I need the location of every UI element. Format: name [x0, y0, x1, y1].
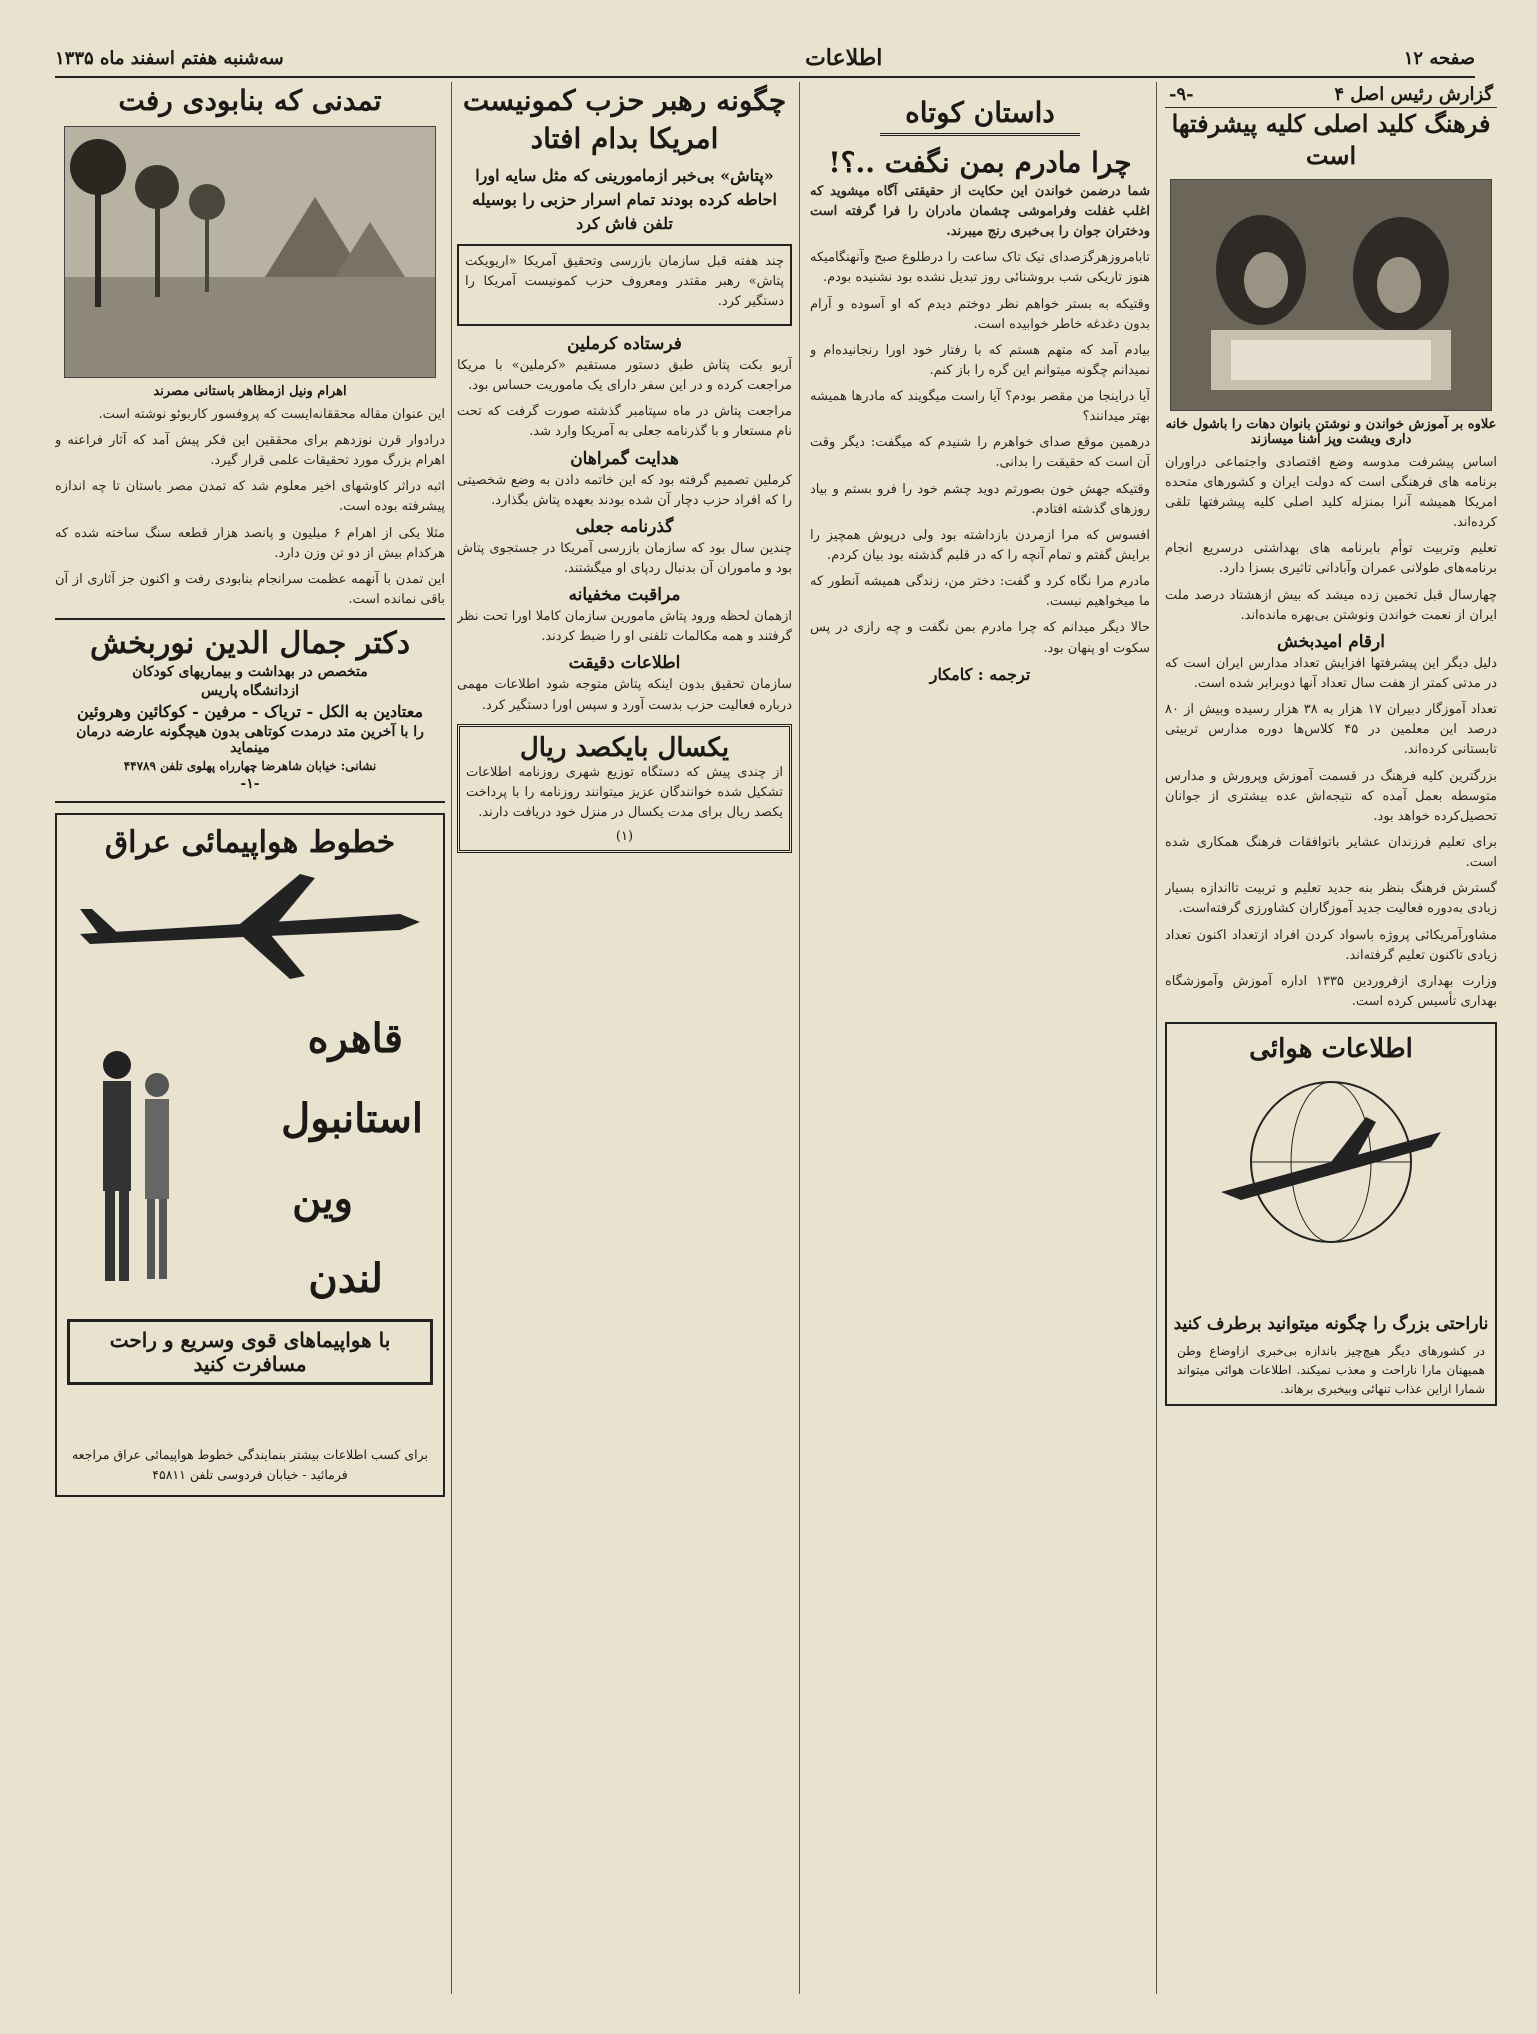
paragraph: دلیل دیگر این پیشرفتها افزایش تعداد مدارس ایران است که در مدتی کمتر از هفت سال تعداد آنها دوبرابر شده است.	[1165, 655, 1497, 692]
column-short-story	[810, 82, 1150, 1994]
headline: چرا مادرم بمن نگفت ..؟!	[828, 146, 1132, 179]
paragraph: حالا دیگر میدانم که چرا مادرم بمن نگفت و چه رازی در پس سکوت او پنهان بود.	[810, 620, 1150, 656]
paragraph: مثلا یکی از اهرام ۶ میلیون و پانصد هزار قطعه سنگ ساخته شده که هرکدام بیش از دو تن وزن دارد.	[55, 525, 445, 561]
lead-box	[457, 244, 792, 326]
paragraph: وزارت بهداری ازفروردین ۱۳۳۵ اداره آموزش وآموزشگاه بهداری تأسیس کرده است.	[1165, 973, 1497, 1010]
paragraph: این تمدن با آنهمه عظمت سرانجام بنابودی رفت و اکنون جز آثاری از آن باقی نمانده است.	[55, 571, 445, 607]
column-civilization	[55, 82, 445, 1994]
paragraph: افسوس که مرا ازمردن بازداشته بود ولی درپوش همچیز را برایش گفتم و تمام آنچه را که در قلبم گذشته بود بیان کردم.	[810, 527, 1150, 564]
paragraph: سازمان تحقیق بدون اینکه پتاش متوجه شود اطلاعات مهمی درباره فعالیت حزب بدست آورد و سپس اورا دستگیر کرد.	[457, 677, 792, 713]
column-rule	[1156, 82, 1157, 1994]
masthead	[55, 40, 1475, 78]
ad-number: -۱-	[240, 776, 260, 793]
subscription-ad	[457, 724, 792, 853]
photo-caption: علاوه بر آموزش خواندن و نوشتن بانوان دهات را باشول خانه داری ویشت وپز آشنا میسازند	[1165, 416, 1497, 447]
doctor-name: دکتر جمال الدین نوربخش	[89, 626, 411, 662]
city-cairo: قاهره	[307, 1015, 403, 1063]
travelers-icon	[77, 1045, 187, 1345]
headline: تمدنی که بنابودی رفت	[118, 84, 382, 117]
paragraph: چندین سال بود که سازمان بازرسی آمریکا در جستجوی پتاش بود و ماموران آن بدنبال ردپای او میگشتند.	[457, 540, 792, 576]
paragraph: درهمین موقع صدای خواهرم را شنیدم که میگفت: دیگر وقت آن است که حقیقت را بدانی.	[810, 435, 1150, 471]
column-education	[1165, 82, 1497, 1994]
headline: چگونه رهبر حزب کمونیست امریکا بدام افتاد	[462, 84, 787, 155]
paragraph: وقتیکه جهش خون بصورتم دوید چشم خود را فرو بستم و بیاد روزهای گذشته افتادم.	[810, 481, 1150, 517]
section-title: داستان کوتاه	[880, 92, 1080, 136]
paragraph: این عنوان مقاله محققانه‌ایست که پروفسور کاربوئو نوشته است.	[98, 406, 445, 422]
subheading: مراقبت مخفیانه	[568, 585, 681, 606]
ad-address: نشانی: خیابان شاهرضا چهارراه پهلوی تلفن ۴۴۷۸۹	[123, 759, 377, 774]
city-vienna: وین	[292, 1175, 353, 1223]
paragraph: آیا دراینجا من مقصر بودم؟ آیا راست میگویند که مادرها همیشه بهتر میدانند؟	[810, 389, 1150, 425]
paragraph: تابامروزهرگزصدای تیک تاک ساعت را درطلوع صبح وآنهنگامیکه هنوز تاریکی شب بروشنائی روز تبدیل نشده بود نشنیده بودم.	[810, 250, 1150, 286]
lead-paragraph: چند هفته قبل سازمان بازرسی وتحقیق آمریکا «اریویکت پتاش» رهبر مقتدر ومعروف حزب کمونیست آمریکا را دستگیر کرد.	[465, 253, 784, 309]
subheading: اطلاعات دقیقت	[568, 653, 681, 674]
iraqi-airways-ad	[55, 813, 445, 1497]
paragraph: مشاورآمریکائی پروژه باسواد کردن افراد ازتعداد اکنون تعداد زیادی تاکنون تعلیم گرفته‌اند.	[1165, 927, 1497, 963]
paragraph: آریو بکت پتاش طبق دستور مستقیم «کرملین» با مریکا مراجعت کرده و در این سفر دارای یک ماموریت حساس بود.	[457, 358, 792, 394]
page-number: صفحه ۱۲	[1403, 47, 1475, 69]
subheading: هدایت گمراهان	[570, 448, 679, 469]
paragraph: مادرم مرا نگاه کرد و گفت: دختر من، زندگی همیشه آنطور که ما میخواهیم نیست.	[810, 574, 1150, 610]
paragraph: اثبه دراثر کاوشهای اخیر معلوم شد که تمدن مصر باستان تا چه اندازه پیشرفته بوده است.	[55, 479, 445, 515]
paragraph: بزرگترین کلیه فرهنگ در قسمت آموزش وپرورش و مدارس متوسطه بعمل آمده که نتیجه‌اش عده بیشتری از جوانان تحصیل‌کرده خواهد بود.	[1165, 768, 1497, 824]
photo-illustration	[1171, 180, 1491, 410]
ad-line: معتادین به الکل - تریاک - مرفین - کوکائین وهروئین	[76, 702, 424, 722]
ad-line: ازدانشگاه پاریس	[200, 683, 300, 700]
paper-name: اطلاعات	[805, 45, 883, 71]
kicker	[1165, 82, 1497, 108]
doctor-ad	[55, 618, 445, 803]
kicker-number: -۹-	[1169, 84, 1194, 105]
subheading: گذرنامه جعلی	[575, 516, 674, 537]
globe-plane-icon	[1181, 1072, 1481, 1252]
paragraph: درادوار قرن نوزدهم برای محققین این فکر پیش آمد که آثار فراعنه و اهرام بزرگ مورد تحقیقات علمی قرار گیرد.	[55, 432, 445, 469]
paragraph: برای تعلیم فرزندان عشایر باتوافقات فرهنگ همکاری شده است.	[1165, 835, 1497, 871]
column-rule	[799, 82, 800, 1994]
ad-slogan: با هواپیماهای قوی وسریع و راحت مسافرت کنید	[67, 1319, 433, 1385]
paragraph: گسترش فرهنگ بنظر بنه جدید تعلیم و تربیت تااندازه بسیار زیادی به‌دوره فعالیت جدید آموزگاران کشاورزی گرفته‌است.	[1165, 881, 1497, 917]
ad-title: اطلاعات هوائی	[1249, 1034, 1413, 1065]
paragraph: چهارسال قبل تخمین زده میشد که بیش ازهشتاد درصد ملت ایران از نعمت خواندن ونوشتن بی‌بهره مانده‌اند.	[1165, 587, 1497, 623]
photo-illustration	[65, 127, 435, 377]
ad-question: ناراحتی بزرگ را چگونه میتوانید برطرف کنید	[1173, 1314, 1489, 1335]
subheadline: «پتاش» بی‌خبر ازمامورینی که مثل سایه اورا احاطه کرده بودند تمام اسرار حزبی را بوسیله تلفن فاش کرد	[471, 165, 777, 233]
subheading: ارقام امیدبخش	[1277, 631, 1385, 652]
subheading: فرستاده کرملین	[567, 334, 682, 355]
ad-body: از چندی پیش که دستگاه توزیع شهری روزنامه اطلاعات تشکیل شده خوانندگان عزیز میتوانند روزنامه را با پرداخت یکصد ریال برای مدت یکسال در منزل خود دریافت دارند.	[466, 764, 783, 820]
photo-pyramids-nile	[64, 126, 436, 378]
city-istanbul: استانبول	[281, 1095, 423, 1143]
ad-title: یکسال بایکصد ریال	[519, 732, 730, 763]
column-rule	[451, 82, 452, 1994]
issue-date: سه‌شنبه هفتم اسفند ماه ۱۳۳۵	[55, 47, 284, 69]
ad-number: (۱)	[615, 829, 634, 845]
paragraph: تعداد آموزگار دبیران ۱۷ هزار به ۳۸ هزار رسیده وبیش از ۸۰ درصد این معلمین در ۴۵ کلاس‌ها دوره مدارس تربیتی تابستانی کرده‌اند.	[1165, 702, 1497, 758]
paragraph: کرملین تصمیم گرفته بود که این خاتمه دادن به وضع شخصیتی را که افراد حزب دچار آن شده بودند بعهده پتاش بگذارد.	[457, 472, 792, 508]
air-news-ad	[1165, 1022, 1497, 1406]
ad-body: در کشورهای دیگر هیچ‌چیز باندازه بی‌خبری ازاوضاع وطن همیهنان مارا ناراحت و معذب نمیکند. اطلاعات هوائی میتواند شمارا ازاین عذاب تنهائی وبیخبری برهاند.	[1177, 1344, 1485, 1396]
paragraph: اساس پیشرفت مدوسه وضع اقتصادی واجتماعی دراوران برنامه های فرهنگی است که دولت ایران و کشورهای متحده امریکا همیشه آنرا بمنزله کلید اصلی کلیه پیشرفتها تلقی کرده‌اند.	[1165, 454, 1497, 531]
column-communist-leader	[457, 82, 792, 1994]
photo-women-literacy	[1170, 179, 1492, 411]
ad-title: خطوط هواپیمائی عراق	[104, 825, 396, 861]
lead-paragraph: شما درضمن خواندن این حکایت از حقیقتی آگاه میشوید که اغلب غفلت وفراموشی چشمان مادران را فرا گرفته است ودختران جوان را بی‌خبری رنج میبرند.	[810, 183, 1150, 240]
ad-line: را با آخرین متد درمدت کوتاهی بدون هیچگونه عارضه درمان مینماید	[76, 724, 424, 757]
ad-line: متخصص در بهداشت و بیماریهای کودکان	[132, 664, 368, 681]
paragraph: ازهمان لحظه ورود پتاش مامورین سازمان کاملا اورا تحت نظر گرفتند و همه مکالمات تلفنی او را ضبط کردند.	[457, 609, 792, 645]
paragraph: تعلیم وتربیت توأم بابرنامه های بهداشتی درسریع انجام برنامه‌های طولانی عمران وآبادانی تاثیری بسزا دارد.	[1165, 541, 1497, 577]
paragraph: وقتیکه به بستر خواهم نظر دوختم دیدم که او آسوده و آرام بدون دغدغه خاطر خوابیده است.	[810, 296, 1150, 332]
ad-info: برای کسب اطلاعات بیشتر بنمایندگی خطوط هواپیمائی عراق مراجعه فرمائید - خیابان فردوسی تلفن ۴۵۸۱۱	[71, 1447, 428, 1483]
headline: فرهنگ کلید اصلی کلیه پیشرفتها است	[1171, 109, 1491, 171]
photo-caption: اهرام ونیل ازمظاهر باستانی مصرند	[153, 383, 347, 399]
paragraph: بیادم آمد که متهم هستم که با رفتار خود اورا رنجانیده‌ام و نمیدانم چگونه میتوانم این گره را باز کنم.	[810, 342, 1150, 378]
paragraph: مراجعت پتاش در ماه سپتامبر گذشته صورت گرفت که تحت نام مستعار و با گذرنامه جعلی به آمریکا وارد شد.	[457, 404, 792, 440]
city-london: لندن	[308, 1255, 383, 1303]
airplane-icon	[60, 864, 440, 984]
byline: ترجمه : کامکار	[929, 664, 1031, 684]
kicker-label: گزارش رئیس اصل ۴	[1334, 84, 1493, 105]
